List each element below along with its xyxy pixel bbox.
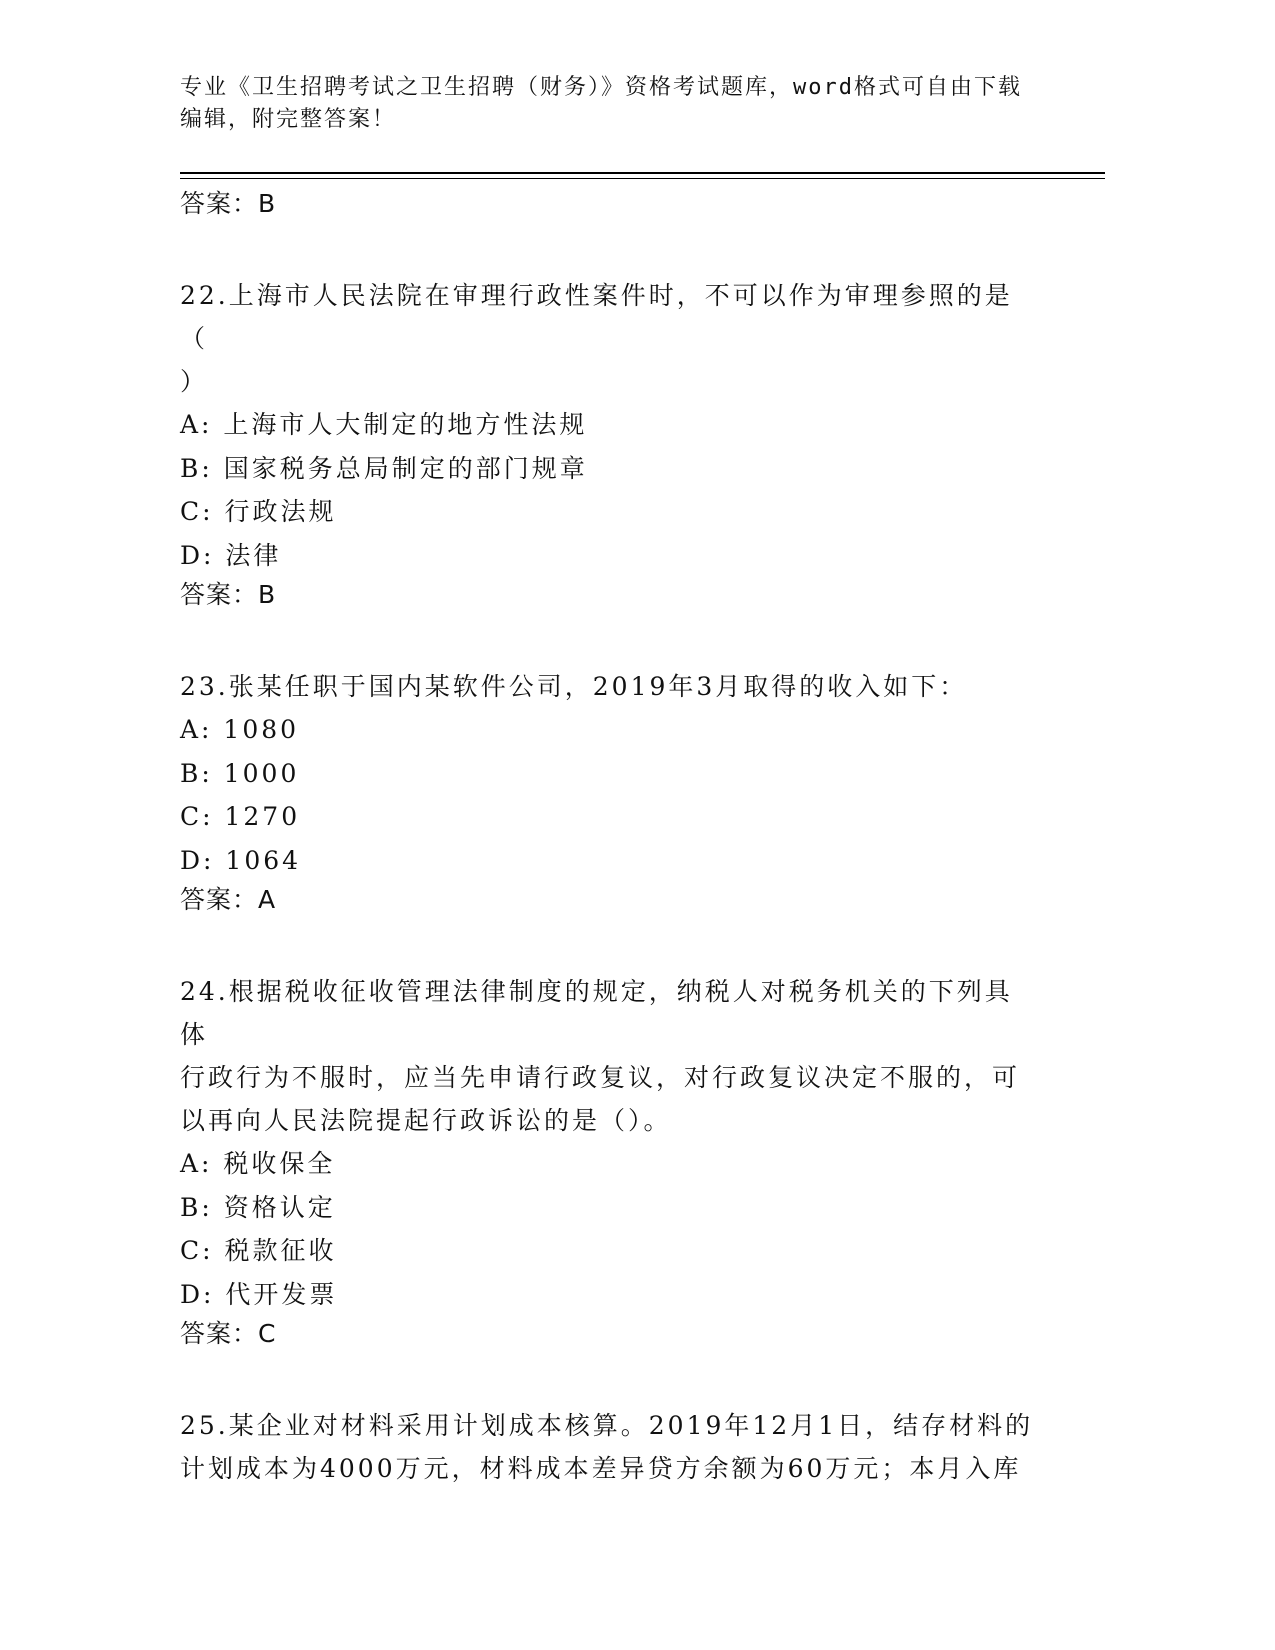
option-a: A: 税收保全 [180, 1149, 336, 1178]
answer-line: 答案：A [180, 885, 277, 914]
question-24 [180, 970, 1040, 1352]
spacer [180, 918, 1040, 970]
question-stem: 24.根据税收征收管理法律制度的规定，纳税人对税务机关的下列具体 [180, 977, 1013, 1049]
option-a: A: 上海市人大制定的地方性法规 [180, 410, 588, 439]
answer-line: 答案：B [180, 580, 277, 609]
question-22 [180, 274, 1040, 613]
question-stem: 23.张某任职于国内某软件公司，2019年3月取得的收入如下： [180, 672, 968, 701]
answer-line: 答案：B [180, 189, 277, 218]
question-stem: 25.某企业对材料采用计划成本核算。2019年12月1日，结存材料的 [180, 1411, 1034, 1440]
question-23 [180, 665, 1040, 918]
spacer [180, 613, 1040, 665]
header-line-1: 专业《卫生招聘考试之卫生招聘（财务）》资格考试题库，word格式可自由下载 [180, 75, 1022, 100]
option-c: C: 行政法规 [180, 497, 337, 526]
option-b: B: 资格认定 [180, 1192, 336, 1222]
spacer [180, 1352, 1040, 1404]
question-stem: 计划成本为4000万元，材料成本差异贷方余额为60万元；本月入库 [180, 1454, 1022, 1483]
answer-line: 答案：C [180, 1319, 277, 1348]
question-stem: ） [180, 367, 209, 396]
header-rule-thick [180, 172, 1105, 174]
header-rule-thin [180, 178, 1105, 179]
spacer [180, 222, 1040, 274]
option-d: D: 代开发票 [180, 1279, 338, 1309]
option-c: C: 税款征收 [180, 1236, 337, 1265]
question-stem: 行政行为不服时，应当先申请行政复议，对行政复议决定不服的，可 [180, 1063, 1021, 1092]
option-d: D: 法律 [180, 540, 282, 570]
page-header [180, 72, 1040, 136]
question-stem: 以再向人民法院提起行政诉讼的是（）。 [180, 1106, 672, 1135]
question-list [180, 186, 1040, 1490]
option-d: D: 1064 [180, 845, 302, 875]
option-b: B: 1000 [180, 758, 300, 788]
option-b: B: 国家税务总局制定的部门规章 [180, 453, 588, 483]
option-a: A: 1080 [180, 715, 300, 744]
question-stem: 22.上海市人民法院在审理行政性案件时，不可以作为审理参照的是（ [180, 281, 1013, 353]
question-25 [180, 1404, 1040, 1490]
option-c: C: 1270 [180, 802, 301, 831]
header-line-2: 编辑，附完整答案！ [180, 107, 397, 132]
